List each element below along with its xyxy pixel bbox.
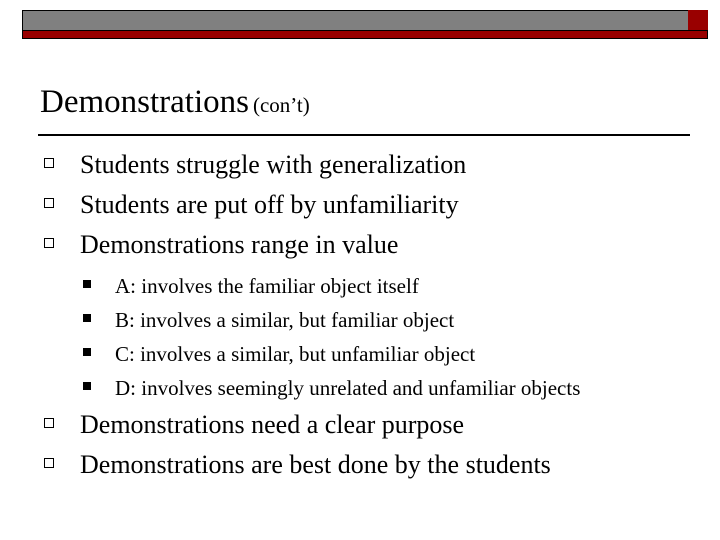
title-main: Demonstrations [40,84,249,120]
title-sub: (con’t) [252,93,310,117]
slide-title [40,84,310,121]
hollow-square-icon [44,198,54,208]
bullet-text: Students are put off by unfamiliarity [80,190,459,219]
sub-bullet-text: B: involves a similar, but familiar object [115,308,455,332]
sub-bullet-text: D: involves seemingly unrelated and unfamiliar objects [115,376,581,400]
filled-square-icon [83,348,91,356]
bullet-text: Demonstrations need a clear purpose [80,410,465,439]
sub-bullet-text: A: involves the familiar object itself [115,274,419,298]
top-banner-corner [688,10,708,30]
filled-square-icon [83,280,91,288]
title-divider [38,134,690,136]
top-banner-red [22,30,708,39]
filled-square-icon [83,382,91,390]
bullet-text: Demonstrations range in value [80,230,399,259]
bullet-text: Students struggle with generalization [80,150,467,179]
hollow-square-icon [44,418,54,428]
sub-bullet-text: C: involves a similar, but unfamiliar object [115,342,476,366]
bullet-text: Demonstrations are best done by the students [80,450,551,479]
hollow-square-icon [44,158,54,168]
hollow-square-icon [44,238,54,248]
hollow-square-icon [44,458,54,468]
filled-square-icon [83,314,91,322]
